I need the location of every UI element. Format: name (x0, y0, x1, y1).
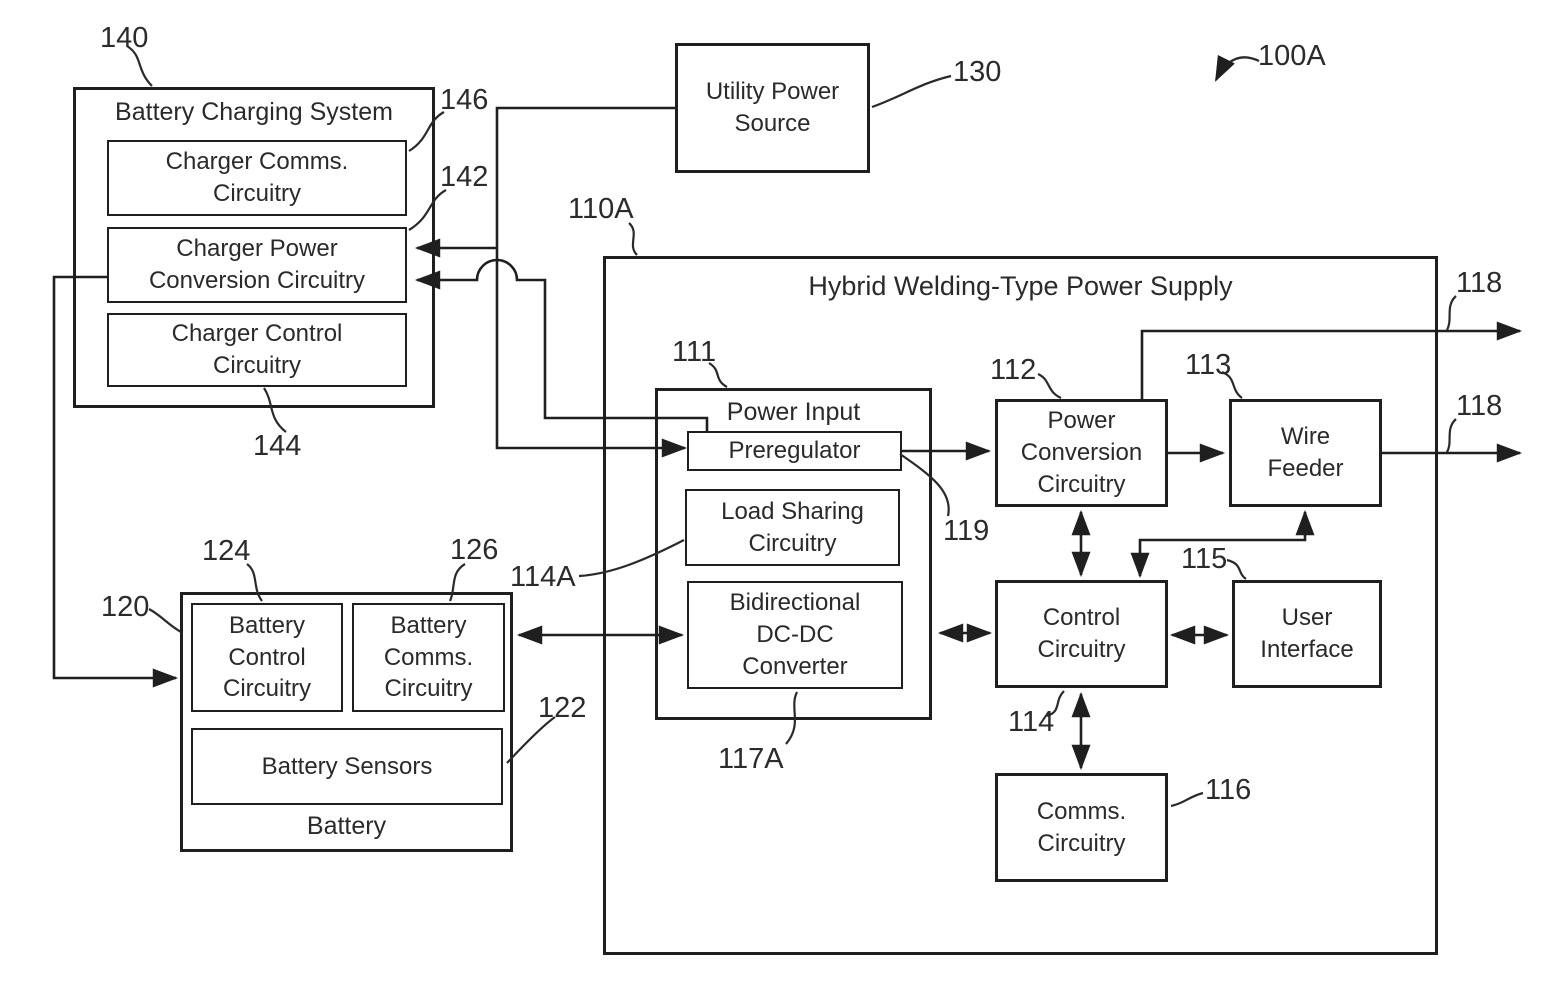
leader-100A-arrow (1216, 57, 1259, 80)
leader-110A (629, 223, 637, 255)
charger-comms-circuitry-box (107, 140, 407, 216)
battery-control-circuitry-box (191, 603, 343, 712)
ref-142: 142 (440, 161, 489, 193)
ref-120: 120 (101, 591, 150, 623)
wire-feeder-label: Wire Feeder (1267, 423, 1344, 482)
battery-title: Battery (306, 812, 387, 840)
battery-charging-system-title: Battery Charging System (115, 98, 393, 126)
ref-118-top: 118 (1456, 267, 1503, 299)
comms-circuitry-box (995, 773, 1168, 882)
ref-118-bottom: 118 (1456, 390, 1503, 422)
hybrid-power-supply-title: Hybrid Welding-Type Power Supply (808, 271, 1233, 301)
leader-130 (872, 76, 951, 107)
ref-113: 113 (1185, 349, 1232, 381)
ref-119: 119 (943, 515, 990, 547)
control-circuitry-box (995, 580, 1168, 688)
user-interface-box (1232, 580, 1382, 688)
battery-sensors-label: Battery Sensors (261, 752, 433, 780)
charger-power-conversion-label: Charger Power Conversion Circuitry (148, 235, 366, 294)
charger-control-circuitry-label: Charger Control Circuitry (171, 320, 343, 379)
ref-122: 122 (538, 692, 587, 724)
battery-comms-circuitry-label: Battery Comms. Circuitry (383, 611, 474, 703)
leader-118-top (1447, 296, 1456, 330)
battery-control-circuitry-label: Battery Control Circuitry (223, 611, 311, 703)
charger-comms-circuitry-label: Charger Comms. Circuitry (165, 148, 349, 207)
charger-power-conversion-box (107, 227, 407, 303)
user-interface-label: User Interface (1260, 604, 1354, 663)
ref-112: 112 (990, 354, 1037, 386)
leader-118-bottom (1447, 419, 1456, 452)
power-conversion-circuitry-label: Power Conversion Circuitry (1020, 407, 1143, 498)
ref-111: 111 (672, 336, 717, 368)
comms-circuitry-label: Comms. Circuitry (1036, 797, 1127, 857)
utility-power-source-box (675, 43, 870, 173)
battery-comms-circuitry-box (352, 603, 505, 712)
ref-124: 124 (202, 535, 251, 567)
ref-116: 116 (1205, 774, 1252, 806)
ref-130: 130 (953, 56, 1002, 88)
ref-140: 140 (100, 22, 149, 54)
leader-120 (149, 609, 181, 632)
ref-126: 126 (450, 534, 499, 566)
load-sharing-circuitry-box (685, 489, 900, 566)
power-input-title: Power Input (726, 398, 861, 426)
preregulator-label: Preregulator (728, 437, 861, 465)
preregulator-box (687, 431, 902, 471)
battery-sensors-box (191, 728, 503, 805)
control-circuitry-label: Control Circuitry (1037, 604, 1126, 663)
ref-146: 146 (440, 84, 489, 116)
ref-100A: 100A (1258, 40, 1326, 72)
ref-114: 114 (1008, 706, 1055, 738)
bidirectional-dcdc-converter-box (687, 581, 903, 689)
power-conversion-circuitry-box (995, 399, 1168, 507)
utility-power-source-label: Utility Power Source (705, 78, 840, 137)
ref-114A: 114A (510, 561, 576, 593)
ref-144: 144 (253, 430, 302, 462)
charger-control-circuitry-box (107, 313, 407, 387)
ref-115: 115 (1181, 543, 1228, 575)
ref-117A: 117A (718, 743, 784, 775)
ref-110A: 110A (568, 193, 634, 225)
bidirectional-dcdc-converter-label: Bidirectional DC-DC Converter (729, 589, 861, 680)
load-sharing-circuitry-label: Load Sharing Circuitry (721, 497, 864, 557)
wire-feeder-box (1229, 399, 1382, 507)
